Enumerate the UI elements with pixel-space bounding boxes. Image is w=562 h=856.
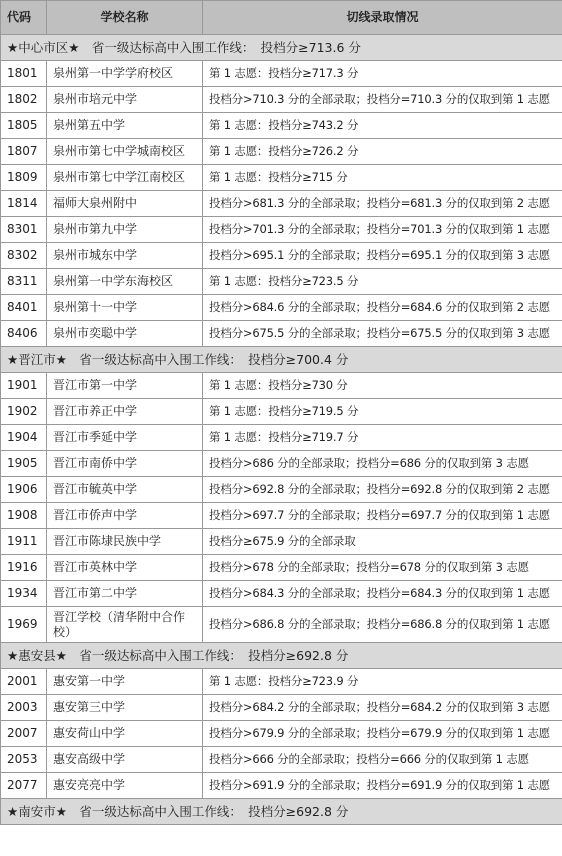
table-row — [1, 87, 562, 113]
cutoff-rule-cell: 投档分>666 分的全部录取；投档分=666 分的仅取到第 1 志愿 — [203, 747, 562, 773]
table-row — [1, 373, 562, 399]
school-code-cell: 1969 — [1, 607, 47, 643]
cutoff-rule-cell: 第 1 志愿：投档分≥715 分 — [203, 165, 562, 191]
school-code-cell: 1934 — [1, 581, 47, 607]
school-code-cell: 1805 — [1, 113, 47, 139]
cutoff-rule-cell: 投档分>678 分的全部录取；投档分=678 分的仅取到第 3 志愿 — [203, 555, 562, 581]
cutoff-rule-cell: 第 1 志愿：投档分≥719.7 分 — [203, 425, 562, 451]
table-row — [1, 139, 562, 165]
school-code-cell: 2007 — [1, 721, 47, 747]
section-title: ★晋江市★ 省一级达标高中入围工作线： 投档分≥700.4 分 — [1, 347, 562, 373]
table-header-row — [1, 1, 562, 35]
table-row — [1, 529, 562, 555]
header-code: 代码 — [1, 1, 47, 35]
school-name-cell: 泉州市培元中学 — [47, 87, 203, 113]
cutoff-rule-cell: 第 1 志愿：投档分≥723.5 分 — [203, 269, 562, 295]
table-row — [1, 217, 562, 243]
cutoff-rule-cell: 投档分>686 分的全部录取；投档分=686 分的仅取到第 3 志愿 — [203, 451, 562, 477]
header-cutoff-rule: 切线录取情况 — [203, 1, 562, 35]
school-code-cell: 1902 — [1, 399, 47, 425]
cutoff-rule-cell: 投档分>695.1 分的全部录取；投档分=695.1 分的仅取到第 3 志愿 — [203, 243, 562, 269]
school-name-cell: 惠安高级中学 — [47, 747, 203, 773]
school-name-cell: 泉州市奕聪中学 — [47, 321, 203, 347]
school-code-cell: 8311 — [1, 269, 47, 295]
school-name-cell: 惠安第一中学 — [47, 669, 203, 695]
school-name-cell: 泉州第十一中学 — [47, 295, 203, 321]
cutoff-rule-cell: 投档分>679.9 分的全部录取；投档分=679.9 分的仅取到第 1 志愿 — [203, 721, 562, 747]
school-name-cell: 晋江市第一中学 — [47, 373, 203, 399]
school-code-cell: 1901 — [1, 373, 47, 399]
table-row — [1, 581, 562, 607]
cutoff-rule-cell: 第 1 志愿：投档分≥717.3 分 — [203, 61, 562, 87]
school-code-cell: 2001 — [1, 669, 47, 695]
section-header-row — [1, 347, 562, 373]
cutoff-rule-cell: 投档分>692.8 分的全部录取；投档分=692.8 分的仅取到第 2 志愿 — [203, 477, 562, 503]
table-row — [1, 669, 562, 695]
school-code-cell: 2077 — [1, 773, 47, 799]
table-row — [1, 321, 562, 347]
cutoff-rule-cell: 投档分>684.6 分的全部录取；投档分=684.6 分的仅取到第 2 志愿 — [203, 295, 562, 321]
school-code-cell: 1802 — [1, 87, 47, 113]
table-row — [1, 191, 562, 217]
school-name-cell: 晋江市毓英中学 — [47, 477, 203, 503]
school-code-cell: 1906 — [1, 477, 47, 503]
school-name-cell: 晋江市陈埭民族中学 — [47, 529, 203, 555]
school-code-cell: 1911 — [1, 529, 47, 555]
table-row — [1, 555, 562, 581]
school-code-cell: 1801 — [1, 61, 47, 87]
cutoff-rule-cell: 投档分>710.3 分的全部录取；投档分=710.3 分的仅取到第 1 志愿 — [203, 87, 562, 113]
school-code-cell: 1904 — [1, 425, 47, 451]
table-row — [1, 295, 562, 321]
school-code-cell: 8401 — [1, 295, 47, 321]
school-name-cell: 惠安第三中学 — [47, 695, 203, 721]
header-school-name: 学校名称 — [47, 1, 203, 35]
school-name-cell: 泉州第一中学学府校区 — [47, 61, 203, 87]
school-code-cell: 8406 — [1, 321, 47, 347]
table-row — [1, 61, 562, 87]
school-code-cell: 1908 — [1, 503, 47, 529]
school-name-cell: 福师大泉州附中 — [47, 191, 203, 217]
table-row — [1, 695, 562, 721]
school-code-cell: 1905 — [1, 451, 47, 477]
school-name-cell: 泉州第一中学东海校区 — [47, 269, 203, 295]
school-code-cell: 1807 — [1, 139, 47, 165]
school-name-cell: 泉州市城东中学 — [47, 243, 203, 269]
school-name-cell: 泉州第五中学 — [47, 113, 203, 139]
school-name-cell: 晋江市养正中学 — [47, 399, 203, 425]
school-name-cell: 晋江市侨声中学 — [47, 503, 203, 529]
section-title: ★中心市区★ 省一级达标高中入围工作线： 投档分≥713.6 分 — [1, 35, 562, 61]
school-code-cell: 2053 — [1, 747, 47, 773]
school-name-cell: 惠安荷山中学 — [47, 721, 203, 747]
table-row — [1, 269, 562, 295]
cutoff-rule-cell: 第 1 志愿：投档分≥719.5 分 — [203, 399, 562, 425]
cutoff-rule-cell: 第 1 志愿：投档分≥723.9 分 — [203, 669, 562, 695]
school-code-cell: 2003 — [1, 695, 47, 721]
cutoff-rule-cell: 投档分>697.7 分的全部录取；投档分=697.7 分的仅取到第 1 志愿 — [203, 503, 562, 529]
table-row — [1, 607, 562, 643]
section-header-row — [1, 799, 562, 825]
section-title: ★南安市★ 省一级达标高中入围工作线： 投档分≥692.8 分 — [1, 799, 562, 825]
cutoff-rule-cell: 第 1 志愿：投档分≥743.2 分 — [203, 113, 562, 139]
cutoff-rule-cell: 第 1 志愿：投档分≥730 分 — [203, 373, 562, 399]
school-code-cell: 8302 — [1, 243, 47, 269]
school-name-cell: 晋江市季延中学 — [47, 425, 203, 451]
cutoff-rule-cell: 第 1 志愿：投档分≥726.2 分 — [203, 139, 562, 165]
school-code-cell: 1916 — [1, 555, 47, 581]
school-code-cell: 1814 — [1, 191, 47, 217]
cutoff-rule-cell: 投档分>686.8 分的全部录取；投档分=686.8 分的仅取到第 1 志愿 — [203, 607, 562, 643]
school-name-cell: 晋江市南侨中学 — [47, 451, 203, 477]
school-name-cell: 泉州市第七中学江南校区 — [47, 165, 203, 191]
section-header-row — [1, 35, 562, 61]
table-row — [1, 451, 562, 477]
table-row — [1, 399, 562, 425]
school-code-cell: 8301 — [1, 217, 47, 243]
cutoff-rule-cell: 投档分>701.3 分的全部录取；投档分=701.3 分的仅取到第 1 志愿 — [203, 217, 562, 243]
table-row — [1, 243, 562, 269]
school-name-cell: 晋江市第二中学 — [47, 581, 203, 607]
school-name-cell: 泉州市第九中学 — [47, 217, 203, 243]
school-name-cell: 晋江学校（清华附中合作校） — [47, 607, 203, 643]
table-row — [1, 425, 562, 451]
table-row — [1, 747, 562, 773]
table-row — [1, 477, 562, 503]
table-row — [1, 165, 562, 191]
section-title: ★惠安县★ 省一级达标高中入围工作线： 投档分≥692.8 分 — [1, 643, 562, 669]
school-name-cell: 惠安亮亮中学 — [47, 773, 203, 799]
table-row — [1, 113, 562, 139]
school-name-cell: 泉州市第七中学城南校区 — [47, 139, 203, 165]
school-name-cell: 晋江市英林中学 — [47, 555, 203, 581]
section-header-row — [1, 643, 562, 669]
cutoff-rule-cell: 投档分>684.3 分的全部录取；投档分=684.3 分的仅取到第 1 志愿 — [203, 581, 562, 607]
cutoff-rule-cell: 投档分≥675.9 分的全部录取 — [203, 529, 562, 555]
table-row — [1, 773, 562, 799]
table-row — [1, 503, 562, 529]
school-code-cell: 1809 — [1, 165, 47, 191]
cutoff-rule-cell: 投档分>675.5 分的全部录取；投档分=675.5 分的仅取到第 3 志愿 — [203, 321, 562, 347]
cutoff-rule-cell: 投档分>684.2 分的全部录取；投档分=684.2 分的仅取到第 3 志愿 — [203, 695, 562, 721]
table-row — [1, 721, 562, 747]
cutoff-rule-cell: 投档分>681.3 分的全部录取；投档分=681.3 分的仅取到第 2 志愿 — [203, 191, 562, 217]
table-body — [1, 35, 562, 825]
cutoff-rule-cell: 投档分>691.9 分的全部录取；投档分=691.9 分的仅取到第 1 志愿 — [203, 773, 562, 799]
